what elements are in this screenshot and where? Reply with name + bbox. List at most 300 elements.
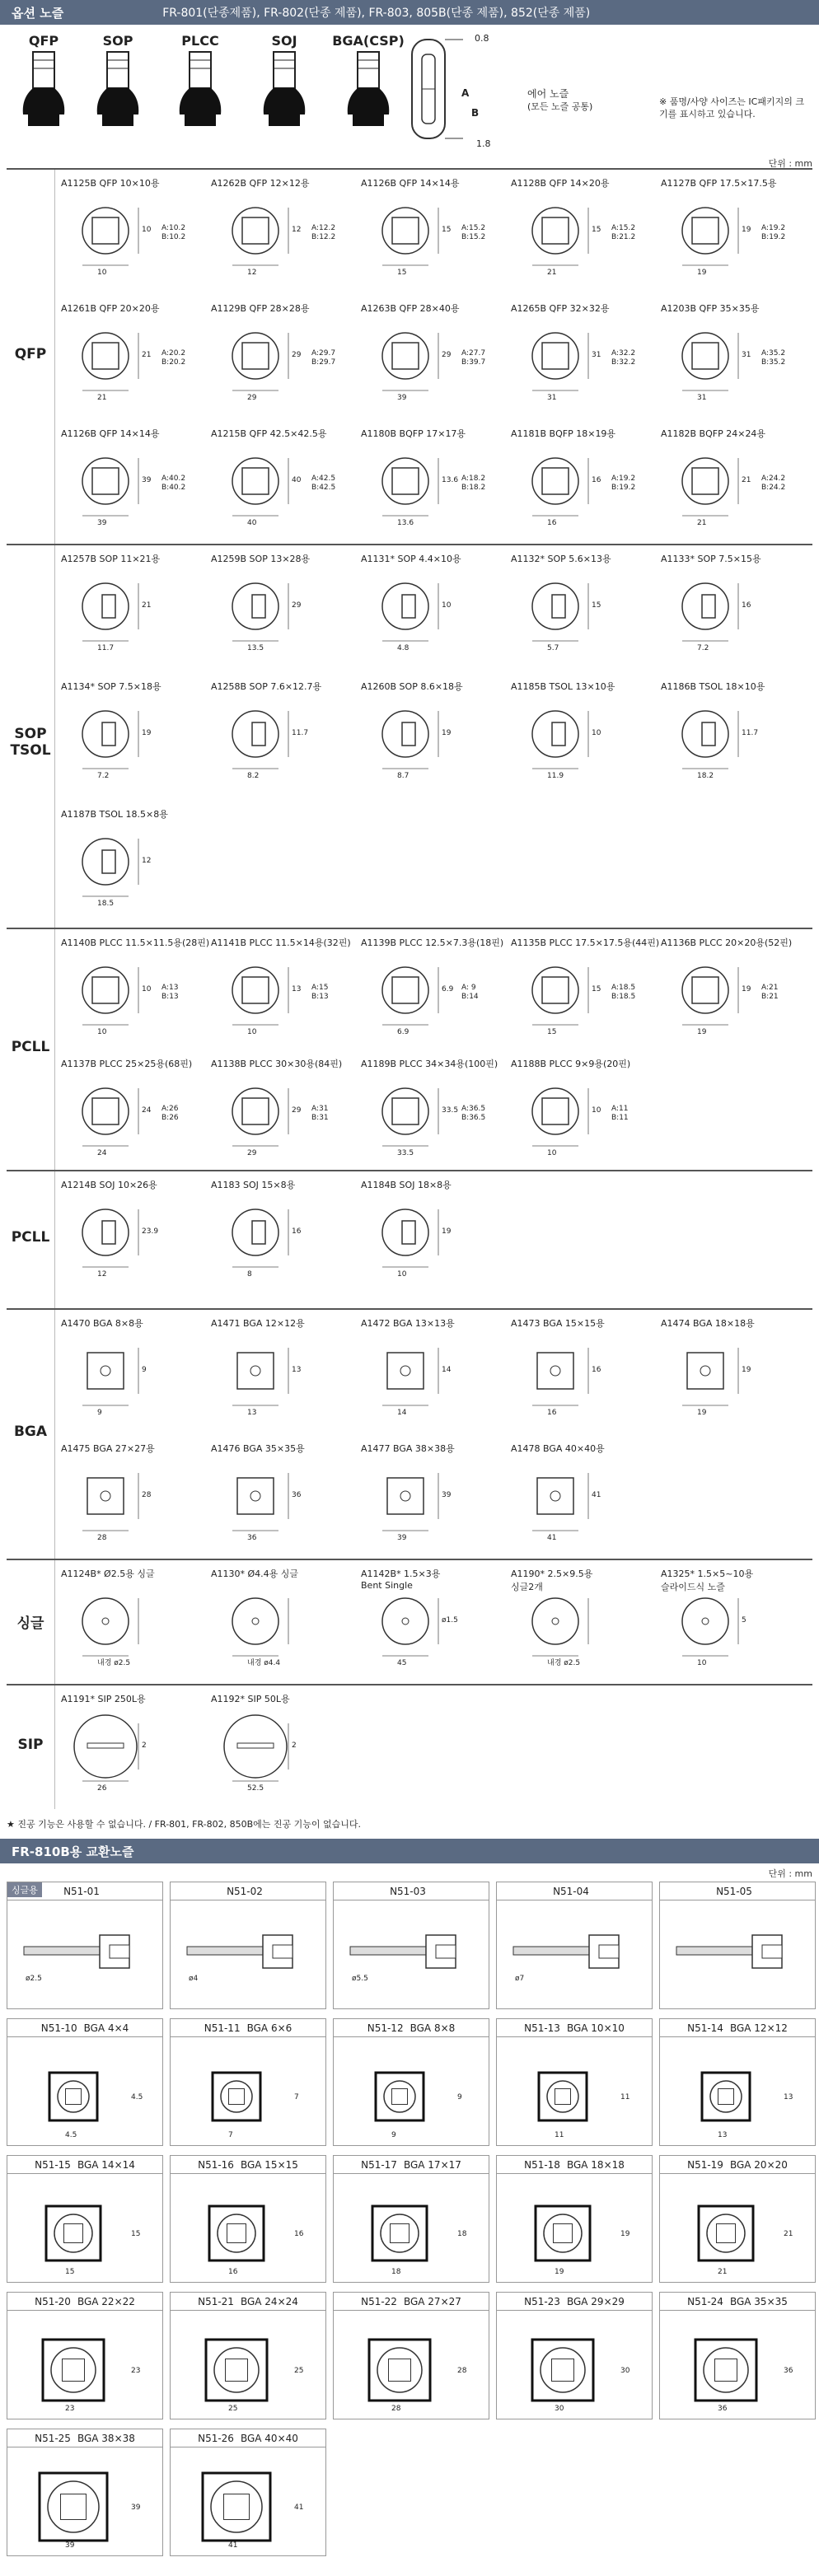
dim-width: 24 xyxy=(97,1149,107,1157)
nozzle-id: N51-22 xyxy=(361,2295,397,2307)
nozzle-type-3 xyxy=(247,33,321,143)
dim-height: 36 xyxy=(292,1491,302,1499)
nozzle-id: N51-26 xyxy=(198,2432,234,2444)
nozzle-type-label: SOJ xyxy=(271,33,297,49)
dim-height: 10 xyxy=(142,985,152,993)
bga-size: BGA 18×18 xyxy=(566,2158,625,2171)
dim-label: 4.5 xyxy=(131,2093,143,2101)
dim-width: 18.2 xyxy=(697,772,714,780)
single-nozzle-drawing xyxy=(171,1902,325,2008)
nozzle-item xyxy=(61,807,218,931)
dim-label: 25 xyxy=(294,2367,304,2375)
dim-label: 13 xyxy=(784,2093,793,2101)
dim-ab: A:36.5 B:36.5 xyxy=(461,1105,486,1122)
exchange-nozzle-card xyxy=(7,2018,163,2146)
nozzle-caption: A1214B SOJ 10×26용 xyxy=(61,1180,157,1190)
dim-label: 36 xyxy=(784,2367,793,2375)
dim-width: 21 xyxy=(697,519,707,527)
nozzle-drawing xyxy=(218,1585,308,1667)
air-nozzle-note: (모든 노즐 공통) xyxy=(527,101,593,112)
section-name: SOP TSOL xyxy=(10,726,51,759)
dim-height: 21 xyxy=(142,351,152,359)
dim-height: 13.6 xyxy=(442,476,459,484)
nozzle-caption: A1129B QFP 28×28용 xyxy=(211,303,310,314)
dim-height: 16 xyxy=(742,601,751,610)
card-title xyxy=(497,1882,652,1900)
dim-ab: A:40.2 B:40.2 xyxy=(161,475,186,492)
dim-width: 31 xyxy=(697,394,707,402)
nozzle-id: N51-14 xyxy=(687,2022,723,2034)
nozzle-id: N51-05 xyxy=(716,1885,752,1897)
nozzle-drawing xyxy=(667,194,758,277)
nozzle-item xyxy=(361,1316,517,1440)
dim-width: 19 xyxy=(697,1409,707,1417)
nozzle-id: N51-12 xyxy=(367,2022,404,2034)
nozzle-drawing xyxy=(68,1335,158,1417)
nozzle-drawing xyxy=(517,445,608,527)
dim-height: 19 xyxy=(742,985,751,993)
dim-label: ø5.5 xyxy=(352,1975,368,1983)
nozzle-id: N51-04 xyxy=(553,1885,589,1897)
bga-nozzle-drawing xyxy=(660,2312,815,2418)
nozzle-drawing xyxy=(667,320,758,402)
dim-ab: A:35.2 B:35.2 xyxy=(761,349,786,367)
card-title xyxy=(7,2156,162,2174)
nozzle-id: N51-13 xyxy=(524,2022,560,2034)
section-name: PCLL xyxy=(11,1039,50,1055)
card-title xyxy=(660,2156,815,2174)
dim-width: 28 xyxy=(97,1534,107,1542)
nozzle-caption: A1126B QFP 14×14용 xyxy=(361,178,460,189)
dim-label: 28 xyxy=(457,2367,467,2375)
exchange-nozzle-card xyxy=(7,2155,163,2283)
nozzle-item xyxy=(511,1057,667,1180)
section-3 xyxy=(7,1170,812,1308)
single-nozzle-drawing xyxy=(7,1902,162,2008)
dim-width: 10 xyxy=(97,269,107,277)
exchange-nozzle-card xyxy=(659,2018,816,2146)
nozzle-caption: A1325* 1.5×5~10용 슬라이드식 노즐 xyxy=(661,1569,754,1592)
dim-width: 21 xyxy=(547,269,557,277)
dim-height: 9 xyxy=(142,1366,147,1374)
dim-ab: A:13 B:13 xyxy=(161,984,179,1001)
nozzle-item xyxy=(361,552,517,676)
exchange-nozzle-card xyxy=(659,1882,816,2009)
dim-height: 19 xyxy=(742,1366,751,1374)
dim-width: 10 xyxy=(247,1028,257,1036)
exchange-nozzle-card xyxy=(170,2292,326,2419)
dim-ab: A:11 B:11 xyxy=(611,1105,629,1122)
dim-label: 41 xyxy=(294,2504,304,2512)
nozzle-drawing xyxy=(367,1075,458,1157)
bga-nozzle-drawing xyxy=(660,2176,815,2281)
dim-height: 14 xyxy=(442,1366,452,1374)
exchange-nozzle-grid xyxy=(7,1882,814,2565)
section-divider xyxy=(54,1310,55,1559)
dim-width: 9 xyxy=(97,1409,102,1417)
dim-width: 7.2 xyxy=(97,772,110,780)
nozzle-caption: A1133* SOP 7.5×15용 xyxy=(661,554,761,564)
bga-size: BGA 4×4 xyxy=(83,2022,129,2034)
nozzle-drawing xyxy=(517,698,608,780)
section-divider xyxy=(54,1560,55,1684)
nozzle-item xyxy=(211,936,367,1059)
nozzle-caption: A1139B PLCC 12.5×7.3용(18핀) xyxy=(361,937,504,948)
nozzle-item xyxy=(511,1316,667,1440)
nozzle-item xyxy=(61,1316,218,1440)
nozzle-item xyxy=(211,1442,367,1565)
dim-width: 10 xyxy=(547,1149,557,1157)
nozzle-caption: A1141B PLCC 11.5×14용(32핀) xyxy=(211,937,351,948)
card-title xyxy=(334,1882,489,1900)
dim-ab: A:10.2 B:10.2 xyxy=(161,224,186,241)
dim-ab: A:24.2 B:24.2 xyxy=(761,475,786,492)
nozzle-drawing xyxy=(517,1075,608,1157)
nozzle-item xyxy=(61,1178,218,1302)
nozzle-item xyxy=(61,1057,218,1180)
dim-width: 10 xyxy=(97,1028,107,1036)
bga-nozzle-drawing xyxy=(7,2039,162,2144)
nozzle-caption: A1257B SOP 11×21용 xyxy=(61,554,161,564)
bga-size: BGA 38×38 xyxy=(77,2432,135,2444)
nozzle-id: N51-02 xyxy=(227,1885,263,1897)
dim-height: 2 xyxy=(142,1741,147,1750)
nozzle-drawing xyxy=(667,954,758,1036)
nozzle-caption: A1263B QFP 28×40용 xyxy=(361,303,460,314)
bga-size: BGA 17×17 xyxy=(403,2158,461,2171)
nozzle-item xyxy=(361,302,517,425)
dim-width: 21 xyxy=(97,394,107,402)
dim-height: 29 xyxy=(292,601,302,610)
nozzle-drawing xyxy=(68,320,158,402)
nozzle-drawing xyxy=(218,1335,308,1417)
dim-label: 18 xyxy=(457,2230,467,2238)
dim-height: 19 xyxy=(442,1227,452,1236)
dim-label: 25 xyxy=(228,2405,238,2413)
dim-label: 13 xyxy=(718,2131,728,2139)
section-divider xyxy=(54,170,55,544)
nozzle-caption: A1125B QFP 10×10용 xyxy=(61,178,160,189)
nozzle-drawing xyxy=(68,825,158,908)
nozzle-id: N51-25 xyxy=(35,2432,71,2444)
nozzle-drawing xyxy=(517,320,608,402)
nozzle-caption: A1184B SOJ 18×8용 xyxy=(361,1180,452,1190)
bga-nozzle-drawing xyxy=(7,2449,162,2555)
nozzle-drawing xyxy=(218,1460,308,1542)
bga-nozzle-drawing xyxy=(7,2312,162,2418)
dim-width: 8.7 xyxy=(397,772,410,780)
dim-ab: A:42.5 B:42.5 xyxy=(311,475,336,492)
nozzle-item xyxy=(211,552,367,676)
dim-width: 12 xyxy=(247,269,257,277)
dim-a: A xyxy=(461,87,470,99)
nozzle-drawing xyxy=(517,1460,608,1542)
nozzle-drawing xyxy=(68,1196,158,1279)
dim-width: 19 xyxy=(697,1028,707,1036)
bga-size: BGA 12×12 xyxy=(729,2022,788,2034)
exchange-nozzle-card xyxy=(333,2018,489,2146)
dim-height: 29 xyxy=(292,1106,302,1115)
dim-width: 31 xyxy=(547,394,557,402)
section-2 xyxy=(7,928,812,1170)
nozzle-drawing xyxy=(68,698,158,780)
nozzle-id: N51-16 xyxy=(198,2158,234,2171)
card-title xyxy=(334,2019,489,2037)
nozzle-drawing xyxy=(218,698,308,780)
nozzle-caption: A1136B PLCC 20×20용(52핀) xyxy=(661,937,793,948)
card-title xyxy=(497,2293,652,2311)
dim-width: 33.5 xyxy=(397,1149,414,1157)
dim-label: 30 xyxy=(555,2405,564,2413)
dim-height: 15 xyxy=(592,985,601,993)
nozzle-caption: A1126B QFP 14×14용 xyxy=(61,428,160,439)
nozzle-caption: A1259B SOP 13×28용 xyxy=(211,554,311,564)
dim-width: 13.6 xyxy=(397,519,414,527)
dim-height: 21 xyxy=(142,601,152,610)
section-5 xyxy=(7,1559,812,1684)
exchange-nozzle-card xyxy=(496,2155,653,2283)
nozzle-caption: A1191* SIP 250L용 xyxy=(61,1694,146,1704)
dim-width: 52.5 xyxy=(247,1784,264,1793)
nozzle-drawing xyxy=(667,445,758,527)
nozzle-drawing xyxy=(667,570,758,652)
nozzle-id: N51-01 xyxy=(63,1885,100,1897)
exchange-nozzle-card xyxy=(170,2155,326,2283)
dim-label: 21 xyxy=(784,2230,793,2238)
dim-height: 29 xyxy=(292,351,302,359)
dim-width: 15 xyxy=(397,269,407,277)
nozzle-drawing xyxy=(68,570,158,652)
section-divider xyxy=(54,545,55,928)
nozzle-caption: A1186B TSOL 18×10용 xyxy=(661,681,765,692)
dim-ab: A:31 B:31 xyxy=(311,1105,329,1122)
nozzle-item xyxy=(361,427,517,550)
nozzle-item xyxy=(211,302,367,425)
nozzle-item xyxy=(511,176,667,300)
dim-height: 13 xyxy=(292,985,302,993)
nozzle-item xyxy=(661,1567,817,1690)
card-title xyxy=(334,2156,489,2174)
nozzle-drawing xyxy=(68,1710,158,1793)
nozzle-caption: A1189B PLCC 34×34용(100핀) xyxy=(361,1059,498,1069)
bga-size: BGA 40×40 xyxy=(240,2432,298,2444)
dim-width: 6.9 xyxy=(397,1028,410,1036)
nozzle-caption: A1261B QFP 20×20용 xyxy=(61,303,160,314)
dim-label: 30 xyxy=(620,2367,630,2375)
nozzle-caption: A1475 BGA 27×27용 xyxy=(61,1443,155,1454)
nozzle-item xyxy=(361,936,517,1059)
dim-ab: A:19.2 B:19.2 xyxy=(761,224,786,241)
exchange-nozzle-card xyxy=(333,1882,489,2009)
nozzle-item xyxy=(361,1178,517,1302)
nozzle-id: N51-23 xyxy=(524,2295,560,2307)
nozzle-id: N51-21 xyxy=(198,2295,234,2307)
dim-label: 23 xyxy=(131,2367,141,2375)
nozzle-item xyxy=(361,1057,517,1180)
dim-width: 36 xyxy=(247,1534,257,1542)
bga-size: BGA 27×27 xyxy=(403,2295,461,2307)
nozzle-id: N51-03 xyxy=(390,1885,426,1897)
dim-label: 15 xyxy=(131,2230,141,2238)
nozzle-drawing xyxy=(667,698,758,780)
dim-ab: A:26 B:26 xyxy=(161,1105,179,1122)
dim-height: 10 xyxy=(592,729,601,737)
dim-width: 10 xyxy=(397,1270,407,1279)
dim-height: 31 xyxy=(592,351,601,359)
dim-ab: A:12.2 B:12.2 xyxy=(311,224,336,241)
nozzle-item xyxy=(61,302,218,425)
unit-label: 단위 : mm xyxy=(768,158,812,169)
nozzle-drawing xyxy=(218,1196,308,1279)
nozzle-item xyxy=(211,1178,367,1302)
dim-ab: A:21 B:21 xyxy=(761,984,779,1001)
nozzle-drawing xyxy=(367,1335,458,1417)
nozzle-caption: A1474 BGA 18×18용 xyxy=(661,1318,755,1329)
dim-label: 7 xyxy=(294,2093,299,2101)
nozzle-caption: A1131* SOP 4.4×10용 xyxy=(361,554,461,564)
dim-width: 내경 ø2.5 xyxy=(547,1659,581,1667)
section-name: 싱글 xyxy=(16,1615,44,1632)
dim-ab: A:19.2 B:19.2 xyxy=(611,475,636,492)
dim-label: 9 xyxy=(457,2093,462,2101)
nozzle-caption: A1182B BQFP 24×24용 xyxy=(661,428,766,439)
air-nozzle-label: 에어 노즐 xyxy=(527,88,569,100)
dim-width: 40 xyxy=(247,519,257,527)
nozzle-item xyxy=(661,302,817,425)
nozzle-item xyxy=(511,1567,667,1690)
bga-nozzle-drawing xyxy=(334,2312,489,2418)
nozzle-item xyxy=(361,176,517,300)
nozzle-silhouette-icon xyxy=(7,49,81,139)
nozzle-caption: A1215B QFP 42.5×42.5용 xyxy=(211,428,327,439)
nozzle-item xyxy=(661,1316,817,1440)
card-title xyxy=(171,2019,325,2037)
dim-width: 16 xyxy=(547,1409,557,1417)
bga-size: BGA 10×10 xyxy=(566,2022,625,2034)
dim-width: 39 xyxy=(397,394,407,402)
nozzle-id: N51-24 xyxy=(687,2295,723,2307)
dim-width: 8.2 xyxy=(247,772,260,780)
exchange-nozzle-card xyxy=(7,2292,163,2419)
nozzle-caption: A1203B QFP 35×35용 xyxy=(661,303,760,314)
exchange-nozzle-card xyxy=(7,1882,163,2009)
nozzle-drawing xyxy=(517,1335,608,1417)
nozzle-drawing xyxy=(367,445,458,527)
nozzle-drawing xyxy=(218,570,308,652)
nozzle-caption: A1183 SOJ 15×8용 xyxy=(211,1180,296,1190)
dim-height: ø1.5 xyxy=(442,1616,458,1625)
bga-nozzle-drawing xyxy=(497,2176,652,2281)
nozzle-item xyxy=(211,1567,367,1690)
dim-ab: A:32.2 B:32.2 xyxy=(611,349,636,367)
card-title xyxy=(660,2293,815,2311)
nozzle-caption: A1478 BGA 40×40용 xyxy=(511,1443,605,1454)
bga-nozzle-drawing xyxy=(497,2039,652,2144)
nozzle-item xyxy=(211,680,367,803)
nozzle-item xyxy=(511,552,667,676)
section-name: SIP xyxy=(17,1737,44,1753)
dim-height: 19 xyxy=(142,729,152,737)
dim-width: 13.5 xyxy=(247,644,264,652)
nozzle-item xyxy=(661,936,817,1059)
card-title xyxy=(171,1882,325,1900)
dim-b: B xyxy=(471,107,480,119)
dim-width: 41 xyxy=(547,1534,557,1542)
section-divider xyxy=(54,1685,55,1809)
nozzle-drawing xyxy=(517,1585,608,1667)
exchange-nozzle-card xyxy=(7,2429,163,2556)
dim-width: 39 xyxy=(397,1534,407,1542)
nozzle-id: N51-19 xyxy=(687,2158,723,2171)
footnote: ★ 진공 기능은 사용할 수 없습니다. / FR-801, FR-802, 850B에는 진공 기능이 없습니다. xyxy=(7,1819,362,1830)
exchange-nozzle-card xyxy=(170,2429,326,2556)
exchange-nozzle-card xyxy=(333,2155,489,2283)
dim-height: 16 xyxy=(292,1227,302,1236)
bga-size: BGA 20×20 xyxy=(729,2158,788,2171)
nozzle-drawing xyxy=(367,954,458,1036)
dim-ab: A:15 B:13 xyxy=(311,984,329,1001)
nozzle-drawing xyxy=(517,194,608,277)
bga-nozzle-drawing xyxy=(171,2449,325,2555)
bga-nozzle-drawing xyxy=(171,2176,325,2281)
section-4 xyxy=(7,1308,812,1559)
dim-label: 19 xyxy=(620,2230,630,2238)
dim-label: 11 xyxy=(620,2093,630,2101)
nozzle-caption: A1471 BGA 12×12용 xyxy=(211,1318,305,1329)
bga-size: BGA 15×15 xyxy=(240,2158,298,2171)
dim-width: 8 xyxy=(247,1270,252,1279)
card-title xyxy=(7,2019,162,2037)
dim-height: 13 xyxy=(292,1366,302,1374)
dim-label: 39 xyxy=(65,2541,75,2550)
nozzle-item xyxy=(61,176,218,300)
section-1 xyxy=(7,544,812,928)
nozzle-silhouette-icon xyxy=(247,49,321,139)
nozzle-type-label: BGA(CSP) xyxy=(332,33,405,49)
dim-ab: A:29.7 B:29.7 xyxy=(311,349,336,367)
dim-width: 13 xyxy=(247,1409,257,1417)
bga-size: BGA 29×29 xyxy=(566,2295,625,2307)
nozzle-caption: A1140B PLCC 11.5×11.5용(28핀) xyxy=(61,937,210,948)
nozzle-item xyxy=(61,936,218,1059)
dim-height: 19 xyxy=(442,729,452,737)
nozzle-drawing xyxy=(68,954,158,1036)
dim-ab: A:15.2 B:21.2 xyxy=(611,224,636,241)
exchange-nozzle-header-bar xyxy=(0,1839,819,1863)
nozzle-item xyxy=(61,1567,218,1690)
card-title xyxy=(7,2293,162,2311)
nozzle-drawing xyxy=(367,1196,458,1279)
nozzle-caption: A1190* 2.5×9.5용 싱글2개 xyxy=(511,1569,593,1592)
card-title xyxy=(497,2019,652,2037)
nozzle-item xyxy=(211,1692,367,1816)
nozzle-item xyxy=(211,1057,367,1180)
nozzle-item xyxy=(661,680,817,803)
nozzle-caption: A1258B SOP 7.6×12.7용 xyxy=(211,681,322,692)
nozzle-drawing xyxy=(218,445,308,527)
nozzle-item xyxy=(211,427,367,550)
nozzle-drawing xyxy=(367,194,458,277)
dim-height: 12 xyxy=(292,226,302,234)
dim-ab: A: 9 B:14 xyxy=(461,984,479,1001)
exchange-title: FR-810B용 교환노즐 xyxy=(12,1844,134,1859)
nozzle-caption: A1180B BQFP 17×17용 xyxy=(361,428,466,439)
nozzle-caption: A1130* Ø4.4용 싱글 xyxy=(211,1569,299,1579)
nozzle-type-0 xyxy=(7,33,81,143)
bga-nozzle-drawing xyxy=(497,2312,652,2418)
single-nozzle-drawing xyxy=(334,1902,489,2008)
dim-label: 23 xyxy=(65,2405,75,2413)
